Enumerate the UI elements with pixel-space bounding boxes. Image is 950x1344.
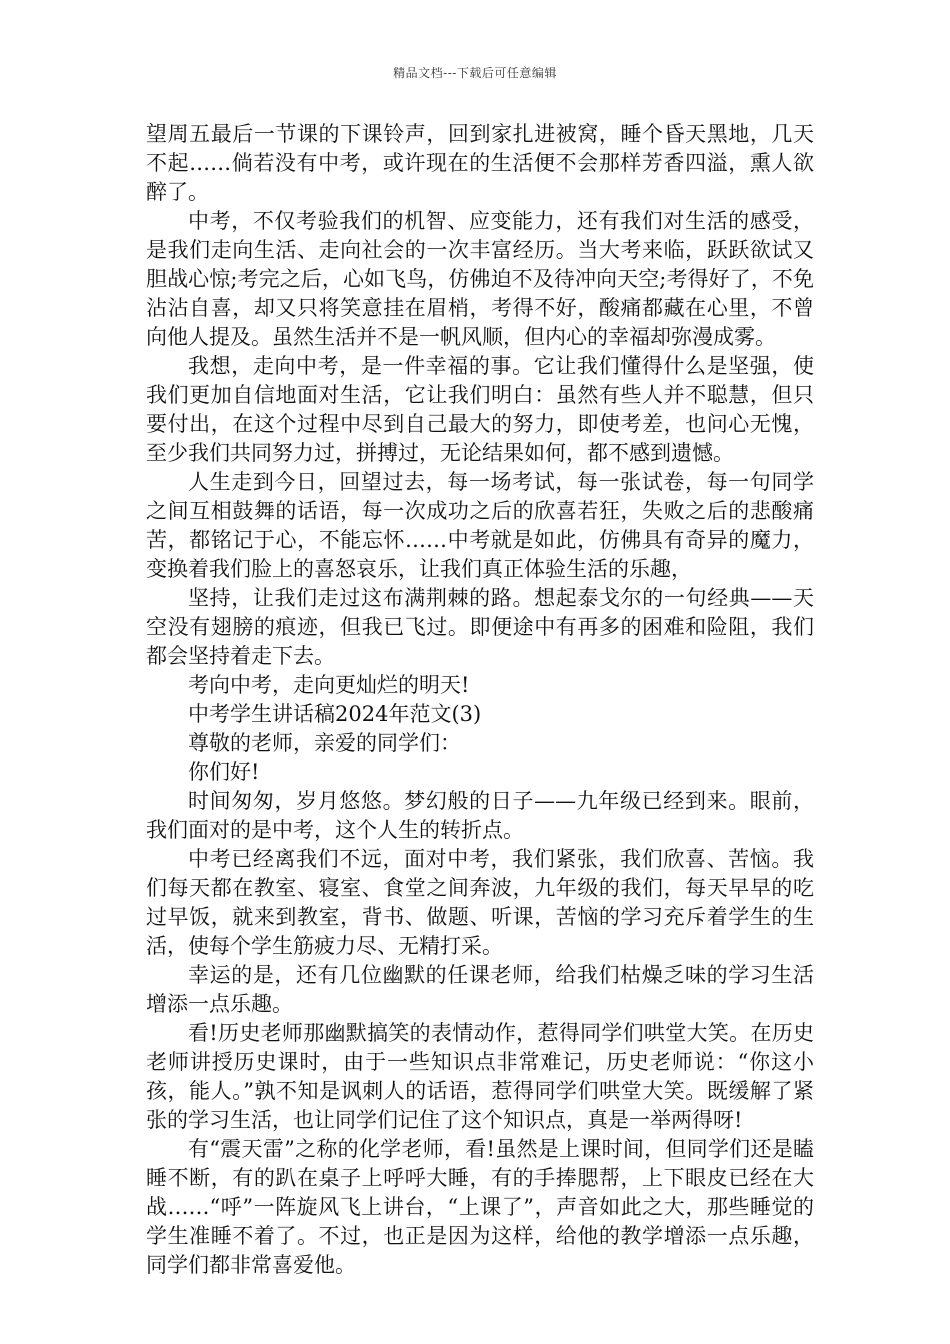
paragraph: 看!历史老师那幽默搞笑的表情动作，惹得同学们哄堂大笑。在历史老师讲授历史课时，由于一些知识点非常难记，历史老师说：“你这小孩，能人。”孰不知是讽刺人的话语，惹得同学们哄堂大笑。既缓解了紧张的学习生活，也让同学们记住了这个知识点，真是一举两得呀! [146, 1021, 814, 1132]
document-body [146, 120, 814, 1280]
salutation: 尊敬的老师，亲爱的同学们： [188, 731, 461, 755]
paragraph: 幸运的是，还有几位幽默的任课老师，给我们枯燥乏味的学习生活增添一点乐趣。 [146, 963, 814, 1016]
paragraph: 坚持，让我们走过这布满荆棘的路。想起泰戈尔的一句经典——天空没有翅膀的痕迹，但我已飞过。即便途中有再多的困难和险阻，我们都会坚持着走下去。 [146, 586, 814, 668]
paragraph: 考向中考，走向更灿烂的明天! [188, 673, 470, 697]
paragraph: 中考已经离我们不远，面对中考，我们紧张，我们欣喜、苦恼。我们每天都在教室、寝室、食堂之间奔波，九年级的我们，每天早早的吃过早饭，就来到教室，背书、做题、听课，苦恼的学习充斥着学生的生活，使每个学生筋疲力尽、无精打采。 [146, 847, 814, 958]
greeting: 你们好! [188, 760, 260, 784]
paragraph: 时间匆匆，岁月悠悠。梦幻般的日子——九年级已经到来。眼前，我们面对的是中考，这个人生的转折点。 [146, 789, 814, 842]
paragraph: 望周五最后一节课的下课铃声，回到家扎进被窝，睡个昏天黑地，几天不起……倘若没有中考，或许现在的生活便不会那样芳香四溢，熏人欲醉了。 [146, 122, 814, 204]
paragraph: 我想，走向中考，是一件幸福的事。它让我们懂得什么是坚强，使我们更加自信地面对生活，它让我们明白：虽然有些人并不聪慧，但只要付出，在这个过程中尽到自己最大的努力，即使考差，也问心无愧，至少我们共同努力过，拼搏过，无论结果如何，都不感到遗憾。 [146, 354, 814, 465]
section-title: 中考学生讲话稿2024年范文(3) [188, 702, 482, 726]
paragraph: 人生走到今日，回望过去，每一场考试，每一张试卷，每一句同学之间互相鼓舞的话语，每一次成功之后的欣喜若狂，失败之后的悲酸痛苦，都铭记于心，不能忘怀……中考就是如此，仿佛具有奇异的魔力，变换着我们脸上的喜怒哀乐，让我们真正体验生活的乐趣， [146, 470, 814, 581]
paragraph: 有“震天雷”之称的化学老师，看!虽然是上课时间，但同学们还是瞌睡不断，有的趴在桌子上呼呼大睡，有的手捧腮帮，上下眼皮已经在大战……“呼”一阵旋风飞上讲台，“上课了”，声音如此之大，那些睡觉的学生准睡不着了。不过，也正是因为这样，给他的教学增添一点乐趣，同学们都非常喜爱他。 [146, 1137, 814, 1277]
paragraph: 中考，不仅考验我们的机智、应变能力，还有我们对生活的感受，是我们走向生活、走向社会的一次丰富经历。当大考来临，跃跃欲试又胆战心惊;考完之后，心如飞鸟，仿佛迫不及待冲向天空;考得好了，不免沾沾自喜，却又只将笑意挂在眉梢，考得不好，酸痛都藏在心里，不曾向他人提及。虽然生活并不是一帆风顺，但内心的幸福却弥漫成雾。 [146, 209, 814, 349]
page-header: 精品文档---下载后可任意编辑 [393, 66, 557, 80]
